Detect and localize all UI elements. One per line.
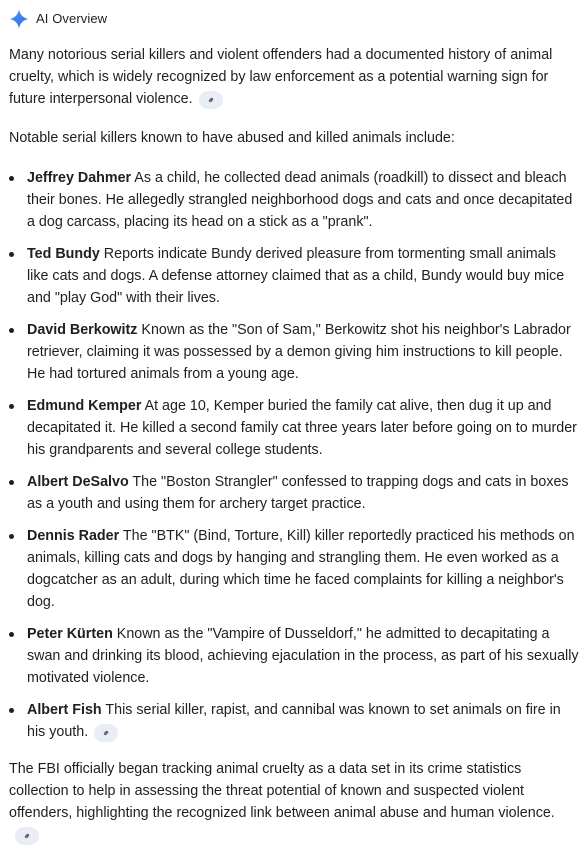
item-text: At age 10, Kemper buried the family cat alive, then dug it up and decapitated it. He killed a second family cat three years later before going on to murder his grandparents and several college students. <box>27 398 577 458</box>
gemini-sparkle-icon <box>8 8 30 30</box>
bullet-icon <box>9 252 14 257</box>
list-intro: Notable serial killers known to have abused and killed animals include: <box>9 130 455 146</box>
ai-overview-title: AI Overview <box>36 11 108 26</box>
item-text: Reports indicate Bundy derived pleasure from tormenting small animals like cats and dogs. A defense attorney claimed that as a child, Bundy would buy mice and "play God" with their lives. <box>27 246 565 306</box>
list-item <box>0 699 586 743</box>
closing-text: The FBI officially began tracking animal cruelty as a data set in its crime statistics collection to help in assessing the threat potential of known and suspected violent offenders, highlighting the recognized link between animal abuse and human violence. <box>9 761 555 821</box>
item-name: David Berkowitz <box>27 322 138 338</box>
bullet-icon <box>9 632 14 637</box>
source-link-button[interactable] <box>94 724 118 742</box>
list-item <box>0 525 586 613</box>
list-item <box>0 623 586 689</box>
item-name: Edmund Kemper <box>27 398 142 414</box>
bullet-icon <box>9 176 14 181</box>
item-text: As a child, he collected dead animals (roadkill) to dissect and bleach their bones. He allegedly strangled neighborhood dogs and cats and once decapitated a dog carcass, placing its head on a stick as a "prank". <box>27 170 573 230</box>
bullet-icon <box>9 328 14 333</box>
item-name: Albert DeSalvo <box>27 474 129 490</box>
item-name: Dennis Rader <box>27 528 120 544</box>
item-text: This serial killer, rapist, and cannibal was known to set animals on fire in his youth. <box>27 702 561 740</box>
bullet-icon <box>9 534 14 539</box>
item-name: Ted Bundy <box>27 246 100 262</box>
link-icon <box>205 94 217 106</box>
closing-paragraph <box>9 758 579 846</box>
source-link-button[interactable] <box>199 91 223 109</box>
item-name: Peter Kürten <box>27 626 113 642</box>
item-text: Known as the "Son of Sam," Berkowitz shot his neighbor's Labrador retriever, claiming it was possessed by a demon giving him instructions to kill people. He had tortured animals from a young age. <box>27 322 571 382</box>
link-icon <box>100 727 112 739</box>
list-item <box>0 319 586 385</box>
list-item <box>0 395 586 461</box>
link-icon <box>21 830 33 842</box>
killer-list <box>0 167 586 753</box>
item-name: Jeffrey Dahmer <box>27 170 132 186</box>
intro-text: Many notorious serial killers and violent offenders had a documented history of animal cruelty, which is widely recognized by law enforcement as a potential warning sign for future interpersonal violence. <box>9 47 553 107</box>
item-name: Albert Fish <box>27 702 102 718</box>
bullet-icon <box>9 404 14 409</box>
source-link-button[interactable] <box>15 827 39 845</box>
list-item <box>0 243 586 309</box>
item-text: Known as the "Vampire of Dusseldorf," he admitted to decapitating a swan and drinking its blood, achieving ejaculation in the process, as part of his sexually motivated violence. <box>27 626 579 686</box>
item-text: The "BTK" (Bind, Torture, Kill) killer reportedly practiced his methods on animals, killing cats and dogs by hanging and strangling them. He even worked as a dogcatcher as an adult, during which time he faced complaints for killing a neighbor's dog. <box>27 528 575 610</box>
list-item <box>0 167 586 233</box>
bullet-icon <box>9 480 14 485</box>
intro-paragraph <box>9 44 579 110</box>
list-item <box>0 471 586 515</box>
item-text: The "Boston Strangler" confessed to trapping dogs and cats in boxes as a youth and using them for archery target practice. <box>27 474 569 512</box>
ai-overview-header <box>8 8 107 30</box>
bullet-icon <box>9 708 14 713</box>
